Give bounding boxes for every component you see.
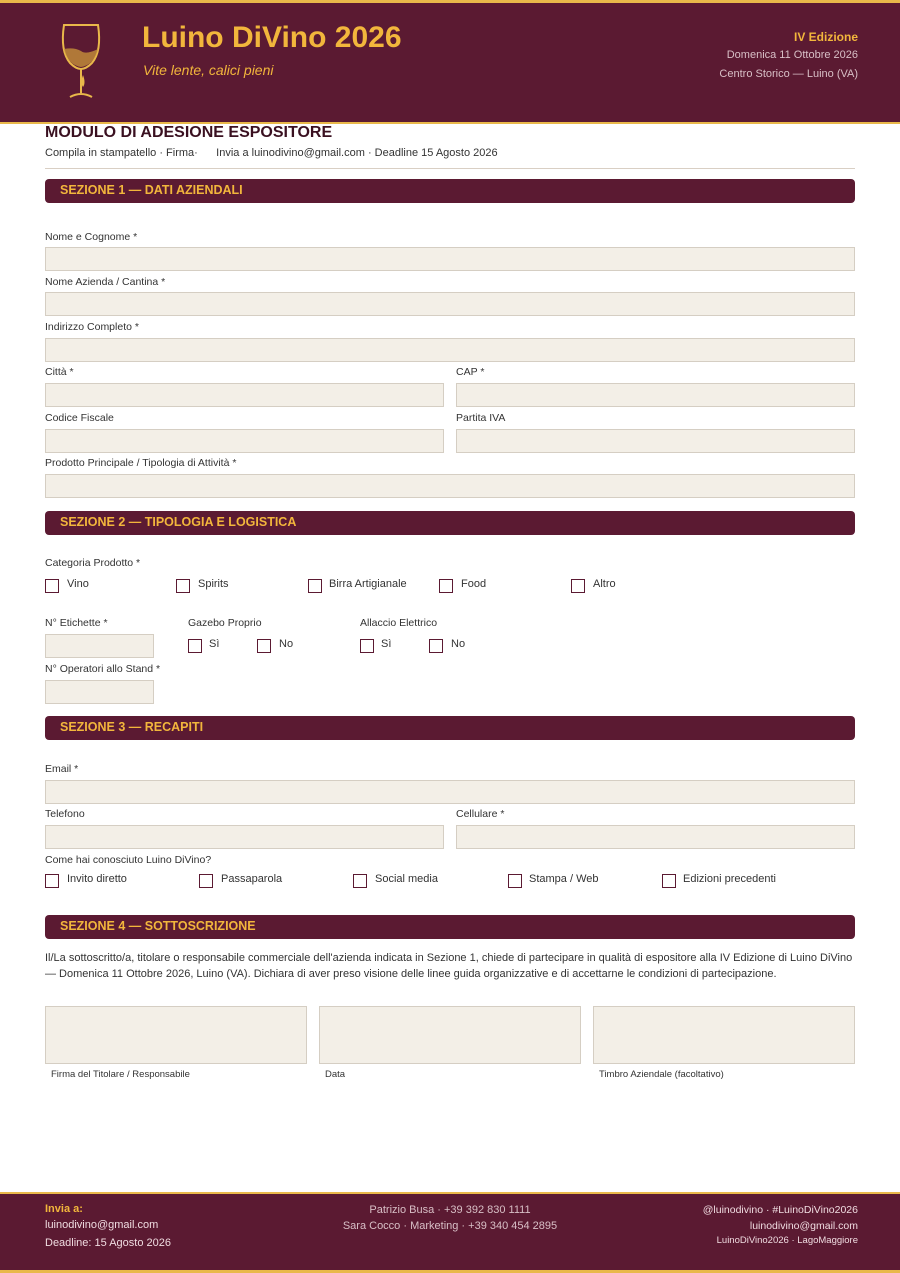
event-title: Luino DiVino 2026	[142, 21, 402, 54]
azienda-label: Nome Azienda / Cantina *	[45, 276, 166, 288]
email-field[interactable]	[45, 780, 855, 804]
footer-contact-2: Sara Cocco · Marketing · +39 340 454 2895	[342, 1220, 558, 1232]
edition-label: IV Edizione	[793, 30, 858, 44]
divider	[45, 168, 855, 169]
categoria-vino-label: Vino	[67, 578, 89, 590]
conosciuto-label: Come hai conosciuto Luino DiVino?	[45, 854, 212, 866]
header-banner	[0, 0, 900, 124]
section-3-header	[45, 716, 855, 740]
form-subtitle: Compila in stampatello · Firma· Invia a luinodivino@gmail.com · Deadline 15 Agosto 2026	[45, 147, 498, 159]
operatori-field[interactable]	[45, 680, 154, 704]
citta-label: Città *	[45, 366, 74, 378]
data-label: Data	[325, 1069, 346, 1080]
footer-banner	[0, 1192, 900, 1273]
event-date: Domenica 11 Ottobre 2026	[726, 49, 858, 61]
conosciuto-social-checkbox[interactable]	[353, 874, 367, 888]
indirizzo-field[interactable]	[45, 338, 855, 362]
gazebo-no-checkbox[interactable]	[257, 639, 271, 653]
gazebo-si-checkbox[interactable]	[188, 639, 202, 653]
firma-label: Firma del Titolare / Responsabile	[51, 1069, 190, 1080]
footer-invia-label: Invia a:	[45, 1203, 83, 1215]
conosciuto-invito-label: Invito diretto	[67, 873, 127, 885]
allaccio-no-label: No	[451, 638, 466, 650]
codice-fiscale-field[interactable]	[45, 429, 444, 453]
prodotto-label: Prodotto Principale / Tipologia di Attività *	[45, 457, 237, 469]
azienda-field[interactable]	[45, 292, 855, 316]
nome-field[interactable]	[45, 247, 855, 271]
gazebo-no-label: No	[279, 638, 294, 650]
allaccio-label: Allaccio Elettrico	[360, 617, 438, 629]
allaccio-si-label: Sì	[381, 638, 392, 650]
etichette-label: N° Etichette *	[45, 617, 108, 629]
conosciuto-invito-checkbox[interactable]	[45, 874, 59, 888]
conosciuto-stampa-checkbox[interactable]	[508, 874, 522, 888]
data-box[interactable]	[319, 1006, 581, 1064]
gazebo-si-label: Sì	[209, 638, 220, 650]
footer-contact-1: Patrizio Busa · +39 392 830 1111	[369, 1204, 531, 1216]
conosciuto-passaparola-checkbox[interactable]	[199, 874, 213, 888]
cellulare-label: Cellulare *	[456, 808, 505, 820]
categoria-food-label: Food	[461, 578, 487, 590]
conosciuto-social-label: Social media	[375, 873, 438, 885]
section-1-header	[45, 179, 855, 203]
categoria-spirits-checkbox[interactable]	[176, 579, 190, 593]
allaccio-no-checkbox[interactable]	[429, 639, 443, 653]
conosciuto-stampa-label: Stampa / Web	[529, 873, 599, 885]
categoria-food-checkbox[interactable]	[439, 579, 453, 593]
indirizzo-label: Indirizzo Completo *	[45, 321, 139, 333]
section-2-header	[45, 511, 855, 535]
email-label: Email *	[45, 763, 79, 775]
partita-iva-field[interactable]	[456, 429, 855, 453]
categoria-spirits-label: Spirits	[198, 578, 229, 590]
categoria-vino-checkbox[interactable]	[45, 579, 59, 593]
categoria-altro-label: Altro	[593, 578, 616, 590]
timbro-box[interactable]	[593, 1006, 855, 1064]
timbro-label: Timbro Aziendale (facoltativo)	[599, 1069, 724, 1080]
form-title: MODULO DI ADESIONE ESPOSITORE	[45, 124, 333, 141]
conosciuto-edizioni-label: Edizioni precedenti	[683, 873, 776, 885]
cap-label: CAP *	[456, 366, 485, 378]
conosciuto-edizioni-checkbox[interactable]	[662, 874, 676, 888]
telefono-field[interactable]	[45, 825, 444, 849]
footer-tags: LuinoDiVino2026 · LagoMaggiore	[716, 1235, 858, 1246]
allaccio-si-checkbox[interactable]	[360, 639, 374, 653]
wine-glass-icon	[56, 21, 106, 103]
section-3-title: SEZIONE 3 — RECAPITI	[60, 720, 204, 734]
event-tagline: Vite lente, calici pieni	[143, 62, 274, 78]
event-place: Centro Storico — Luino (VA)	[719, 68, 858, 80]
footer-email-2[interactable]: luinodivino@gmail.com	[749, 1220, 858, 1232]
categoria-birra-label: Birra Artigianale	[329, 578, 407, 590]
footer-deadline: Deadline: 15 Agosto 2026	[45, 1237, 171, 1249]
categoria-altro-checkbox[interactable]	[571, 579, 585, 593]
telefono-label: Telefono	[45, 808, 85, 820]
footer-email[interactable]: luinodivino@gmail.com	[45, 1219, 159, 1231]
prodotto-field[interactable]	[45, 474, 855, 498]
etichette-field[interactable]	[45, 634, 154, 658]
partita-iva-label: Partita IVA	[456, 412, 506, 424]
cellulare-field[interactable]	[456, 825, 855, 849]
section-2-title: SEZIONE 2 — TIPOLOGIA E LOGISTICA	[60, 515, 297, 529]
section-4-title: SEZIONE 4 — SOTTOSCRIZIONE	[60, 919, 256, 933]
section-1-title: SEZIONE 1 — DATI AZIENDALI	[60, 183, 243, 197]
gazebo-label: Gazebo Proprio	[188, 617, 262, 629]
operatori-label: N° Operatori allo Stand *	[45, 663, 161, 675]
footer-social: @luinodivino · #LuinoDiVino2026	[702, 1204, 858, 1216]
firma-box[interactable]	[45, 1006, 307, 1064]
conosciuto-passaparola-label: Passaparola	[221, 873, 283, 885]
codice-fiscale-label: Codice Fiscale	[45, 412, 114, 424]
declaration-text: Il/La sottoscritto/a, titolare o responsabile commerciale dell'azienda indicata in Sezione 1, chiede di partecipare in qualità di espositore alla IV Edizione di Luino DiVino — Domenica 11 Ottobre 2026, Luino (VA). Dichiara di aver preso visione delle linee guida organizzative e di accettarne le condizioni di partecipazione.	[45, 952, 853, 980]
citta-field[interactable]	[45, 383, 444, 407]
section-4-header	[45, 915, 855, 939]
cap-field[interactable]	[456, 383, 855, 407]
nome-label: Nome e Cognome *	[45, 231, 138, 243]
categoria-birra-checkbox[interactable]	[308, 579, 322, 593]
categoria-label: Categoria Prodotto *	[45, 557, 141, 569]
